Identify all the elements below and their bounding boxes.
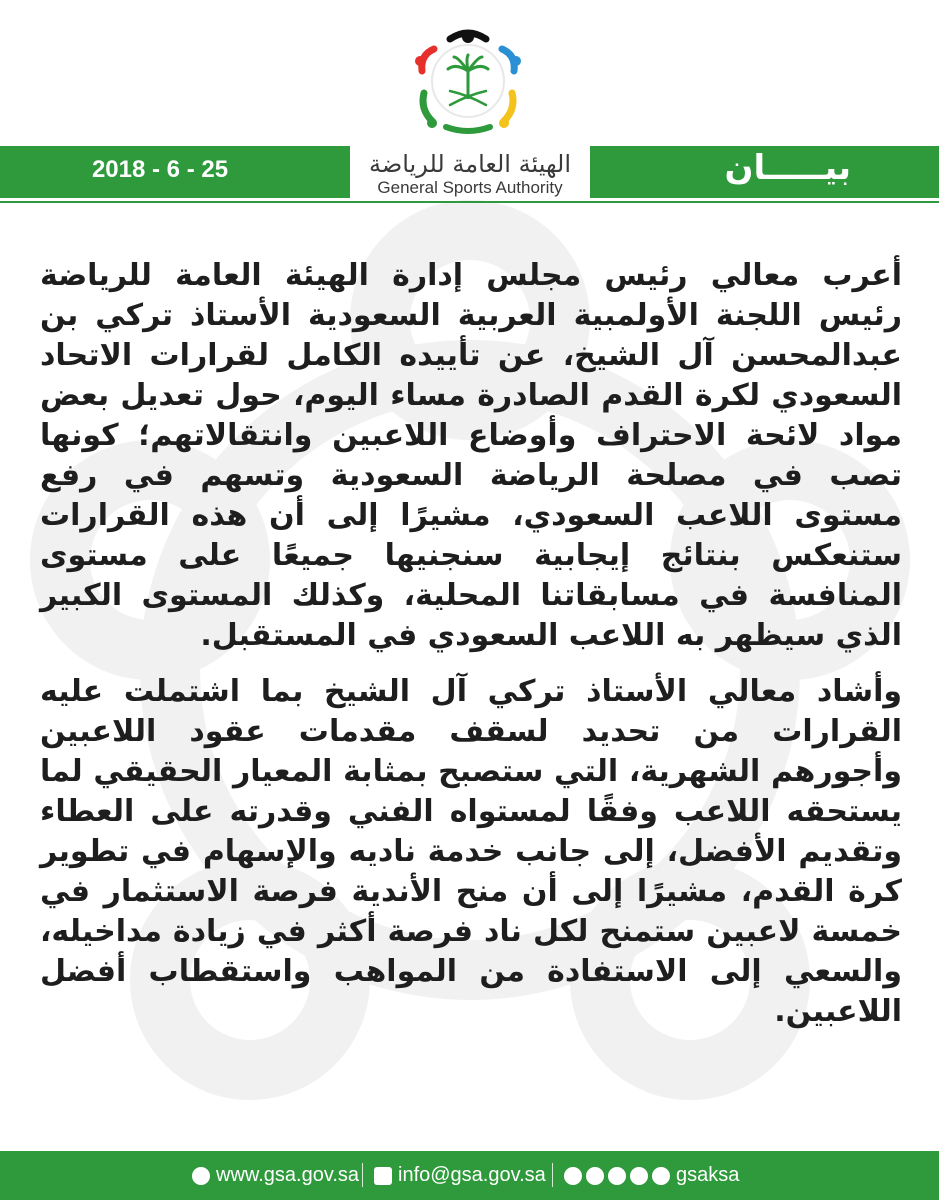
email-link[interactable]: info@gsa.gov.sa	[398, 1164, 546, 1186]
social-handle[interactable]: gsaksa	[676, 1164, 740, 1186]
gsa-logo	[408, 25, 528, 135]
snapchat-icon[interactable]	[630, 1167, 648, 1185]
paragraph-1: أعرب معالي رئيس مجلس إدارة الهيئة العامة للرياضة رئيس اللجنة الأولمبية العربية السعودية الأستاذ تركي بن عبدالمحسن آل الشيخ، عن تأييده الكامل لقرارات الاتحاد السعودي لكرة القدم الصادرة مساء اليوم، حول تعديل بعض مواد لائحة الاحتراف وأوضاع اللاعبين وانتقالاتهم؛ كونها تصب في مصلحة الرياضة السعودية وتسهم في رفع مستوى اللاعب السعودي، مشيرًا إلى أن هذه القرارات ستنعكس بنتائج إيجابية سنجنيها جميعًا على مستوى المنافسة في مسابقاتنا المحلية، وكذلك المستوى الكبير الذي سيظهر به اللاعب السعودي في المستقبل.	[40, 258, 902, 653]
social-icons	[564, 1167, 670, 1185]
website-link[interactable]: www.gsa.gov.sa	[216, 1164, 360, 1186]
globe-icon	[192, 1167, 210, 1185]
statement-body	[40, 256, 902, 1048]
statement-title: بيـــــان	[724, 148, 851, 188]
footer-bar	[0, 1151, 939, 1200]
title-banner	[590, 146, 939, 198]
paragraph-2: وأشاد معالي الأستاذ تركي آل الشيخ بما اشتملت عليه القرارات من تحديد لسقف مقدمات عقود اللاعبين وأجورهم الشهرية، التي ستصبح بمثابة المعيار الحقيقي لما يستحقه اللاعب وفقًا لمستواه الفني وقدرته على العطاء وتقديم الأفضل، إلى جانب خدمة ناديه والإسهام في تطوير كرة القدم، مشيرًا إلى أن منح الأندية فرصة الاستثمار في خمسة لاعبين ستمنح لكل ناد فرصة أكثر في زيادة مداخيله، والسعي إلى الاستفادة من المواهب واستقطاب أفضل اللاعبين.	[40, 674, 902, 1029]
org-name-english: General Sports Authority	[377, 178, 563, 197]
mail-icon	[374, 1167, 392, 1185]
facebook-icon[interactable]	[608, 1167, 626, 1185]
footer-website[interactable]	[192, 1164, 359, 1187]
twitter-icon[interactable]	[564, 1167, 582, 1185]
date-banner	[0, 146, 350, 198]
footer-email[interactable]	[374, 1164, 546, 1187]
instagram-icon[interactable]	[586, 1167, 604, 1185]
statement-date: 2018 - 6 - 25	[91, 156, 229, 183]
header-underline	[0, 201, 939, 203]
footer-divider	[552, 1163, 553, 1187]
youtube-icon[interactable]	[652, 1167, 670, 1185]
footer-social[interactable]	[564, 1164, 739, 1187]
footer-divider	[362, 1163, 363, 1187]
org-name-arabic: الهيئة العامة للرياضة	[369, 150, 571, 178]
